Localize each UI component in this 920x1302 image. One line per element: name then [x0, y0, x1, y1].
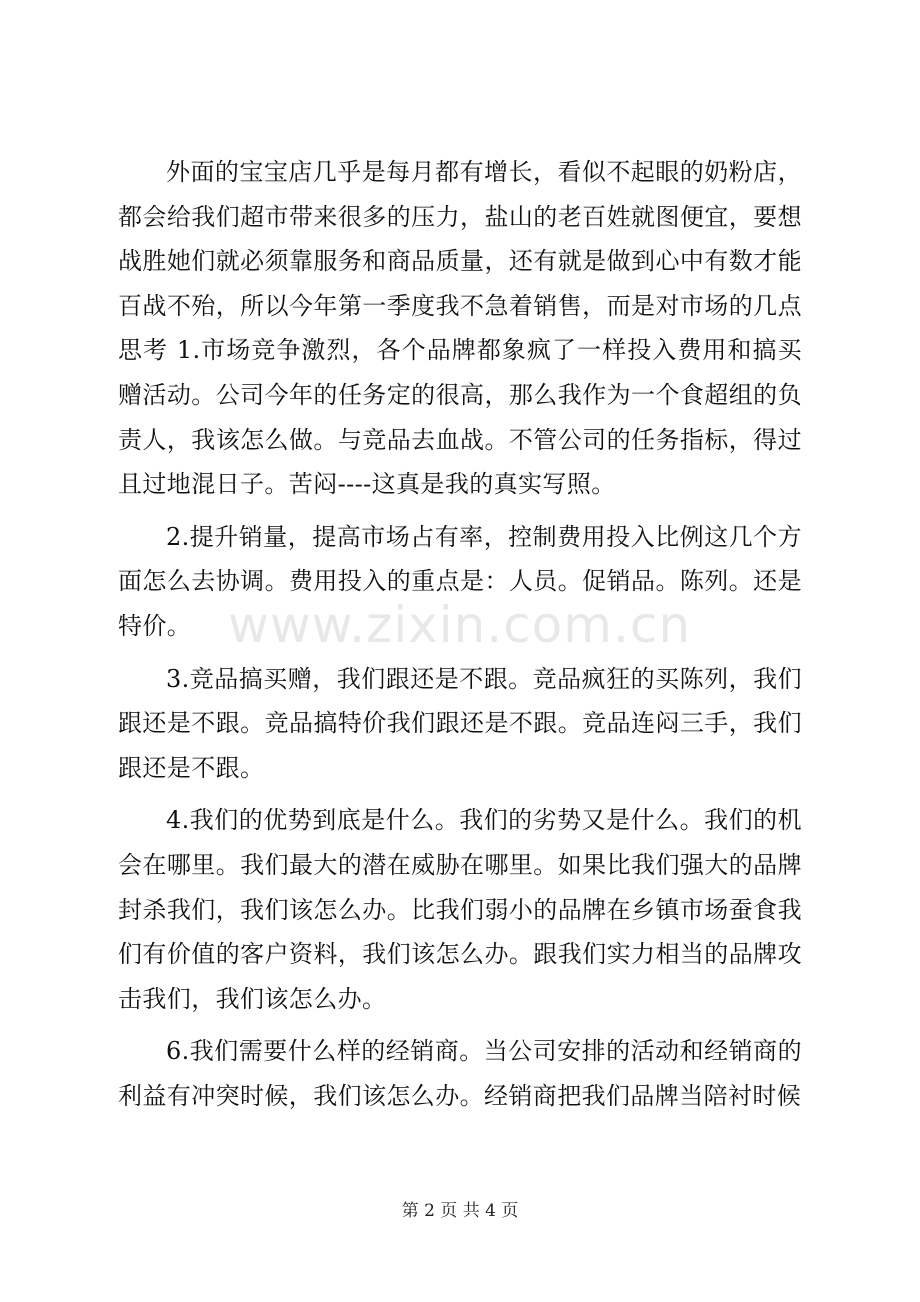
page-footer: 第 2 页 共 4 页 [401, 1201, 519, 1221]
document-body [118, 150, 802, 1126]
watermark: www.zixin.com.cn [228, 596, 692, 654]
paragraph-4: 4.我们的优势到底是什么。我们的劣势又是什么。我们的机会在哪里。我们最大的潜在威胁在哪里。如果比我们强大的品牌封杀我们，我们该怎么办。比我们弱小的品牌在乡镇市场蚕食我们有价值的客户资料，我们该怎么办。跟我们实力相当的品牌攻击我们，我们该怎么办。 [118, 806, 802, 1013]
paragraph-2: 2.提升销量，提高市场占有率，控制费用投入比例这几个方面怎么去协调。费用投入的重点是：人员。促销品。陈列。还是特价。 [118, 522, 802, 640]
paragraph-3: 3.竞品搞买赠，我们跟还是不跟。竞品疯狂的买陈列，我们跟还是不跟。竞品搞特价我们跟还是不跟。竞品连闷三手，我们跟还是不跟。 [118, 664, 802, 782]
paragraph-1: 外面的宝宝店几乎是每月都有增长，看似不起眼的奶粉店，都会给我们超市带来很多的压力，盐山的老百姓就图便宜，要想战胜她们就必须靠服务和商品质量，还有就是做到心中有数才能百战不殆，所以今年第一季度我不急着销售，而是对市场的几点思考 1.市场竞争激烈，各个品牌都象疯了一样投入费用和搞买赠活动。公司今年的任务定的很高，那么我作为一个食超组的负责人，我该怎么做。与竞品去血战。不管公司的任务指标，得过且过地混日子。苦闷----这真是我的真实写照。 [118, 158, 802, 499]
paragraph-5: 6.我们需要什么样的经销商。当公司安排的活动和经销商的利益有冲突时候，我们该怎么办。经销商把我们品牌当陪衬时候 [118, 1037, 802, 1110]
